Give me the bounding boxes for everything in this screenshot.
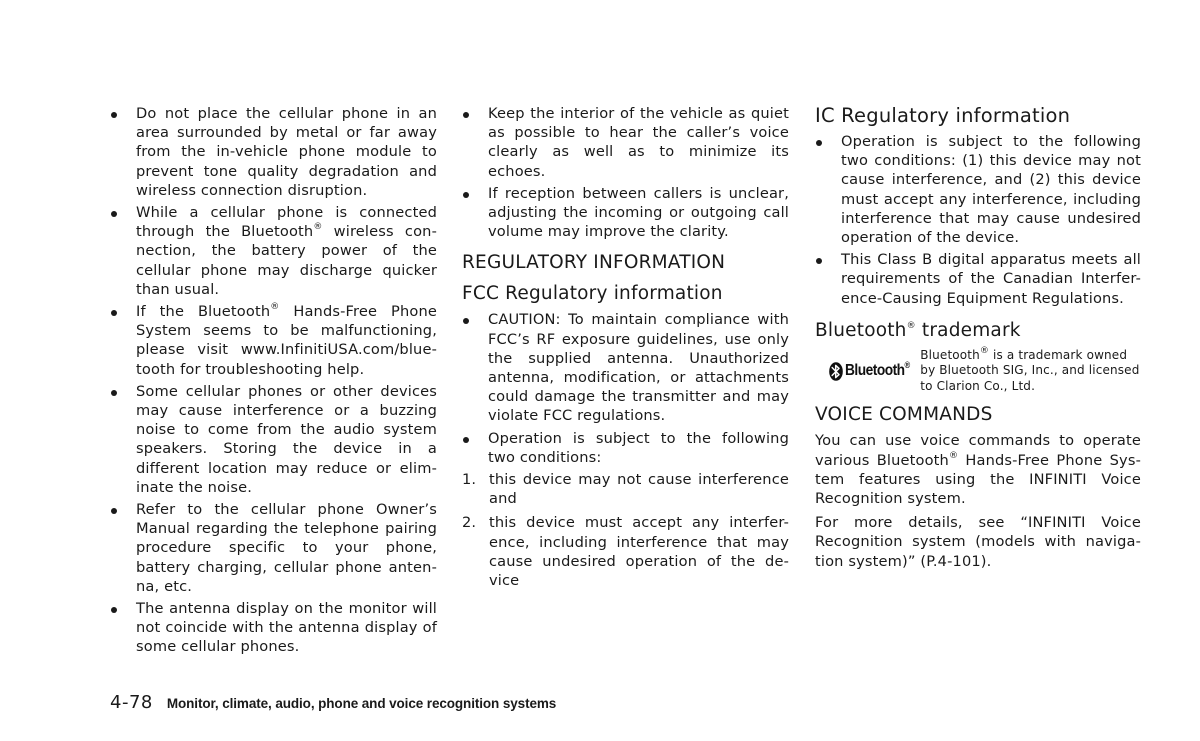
list-item: Keep the interior of the vehicle as quiet as possible to hear the caller’s voice clearly as well as to minimize its echoes.	[462, 104, 789, 181]
list-item: Operation is subject to the following two conditions:	[462, 429, 789, 467]
list-item: Do not place the cellular phone in an area surrounded by metal or far away from the in-vehicle phone module to prevent tone quality degradation and wireless connection disruption.	[110, 104, 437, 200]
bullet-dot	[111, 508, 117, 514]
column-right	[815, 102, 1141, 576]
bullet-dot	[463, 112, 469, 118]
section-heading-regulatory: REGULATORY INFORMATION	[462, 252, 726, 274]
bullet-dot	[816, 258, 822, 264]
trademark-notice: Bluetooth® is a trademark owned by Bluetooth SIG, Inc., and licensed to Clarion Co., Ltd.	[920, 345, 1140, 393]
list-item: Refer to the cellular phone Owner’s Manual regarding the telephone pairing procedure specific to your phone, battery charging, cellular phone anten-na, etc.	[110, 500, 437, 596]
column-middle	[462, 104, 789, 595]
list-item: This Class B digital apparatus meets all requirements of the Canadian Interfer-ence-Causing Equipment Regulations.	[815, 250, 1141, 308]
bullet-dot	[463, 192, 469, 198]
bluetooth-trademark-row	[815, 345, 1141, 395]
bullet-dot	[463, 318, 469, 324]
bullet-dot	[111, 112, 117, 118]
section-heading-voice: VOICE COMMANDS	[815, 404, 993, 426]
bullet-list	[462, 310, 789, 467]
section-heading-ic: IC Regulatory information	[815, 104, 1071, 127]
numbered-list	[462, 470, 789, 590]
bullet-dot	[111, 607, 117, 613]
list-item: If the Bluetooth® Hands-Free Phone System seems to be malfunctioning, please visit www.InfinitiUSA.com/blue-tooth for troubleshooting help.	[110, 302, 437, 379]
list-item: Operation is subject to the following two conditions: (1) this device may not cause interference, and (2) this device must accept any interference, including interference that may cause undesired operation of the device.	[815, 132, 1141, 247]
bullet-list	[462, 104, 789, 241]
section-heading-fcc: FCC Regulatory information	[462, 283, 723, 305]
section-heading-trademark: Bluetooth® trademark	[815, 319, 1021, 341]
page-footer	[110, 692, 556, 713]
list-item: 2. this device must accept any interfer-ence, including interference that may cause undesired operation of the de-vice	[462, 514, 789, 590]
bullet-dot	[111, 211, 117, 217]
bluetooth-logo-wordmark: Bluetooth®	[845, 360, 910, 380]
bluetooth-logo	[815, 361, 920, 380]
list-item: The antenna display on the monitor will not coincide with the antenna display of some cellular phones.	[110, 599, 437, 657]
list-item: CAUTION: To maintain compliance with FCC’s RF exposure guidelines, use only the supplied antenna. Unauthorized antenna, modification, or attachments could damage the transmitter and may violate FCC regulations.	[462, 310, 789, 425]
bullet-list	[110, 104, 437, 657]
page-number: 4-78	[110, 692, 153, 713]
bullet-dot	[816, 140, 822, 146]
column-left	[110, 104, 437, 660]
list-item: Some cellular phones or other devices may cause interference or a buzzing noise to come from the audio system speakers. Storing the device in a different location may reduce or elim-inate the noise.	[110, 382, 437, 497]
list-item: 1. this device may not cause interference and	[462, 471, 789, 508]
bullet-list	[815, 132, 1141, 308]
bullet-dot	[111, 390, 117, 396]
bullet-dot	[463, 437, 469, 443]
list-item: While a cellular phone is connected through the Bluetooth® wireless con-nection, the battery power of the cellular phone may discharge quicker than usual.	[110, 203, 437, 299]
paragraph: For more details, see “INFINITI Voice Recognition system (models with naviga-tion system)” (P.4-101).	[815, 514, 1141, 570]
list-item: If reception between callers is unclear, adjusting the incoming or outgoing call volume may improve the clarity.	[462, 184, 789, 242]
section-title: Monitor, climate, audio, phone and voice recognition systems	[166, 696, 557, 711]
paragraph: You can use voice commands to operate various Bluetooth® Hands-Free Phone Sys-tem features using the INFINITI Voice Recognition system.	[815, 432, 1141, 507]
bullet-dot	[111, 310, 117, 316]
bluetooth-rune-icon	[829, 362, 843, 381]
